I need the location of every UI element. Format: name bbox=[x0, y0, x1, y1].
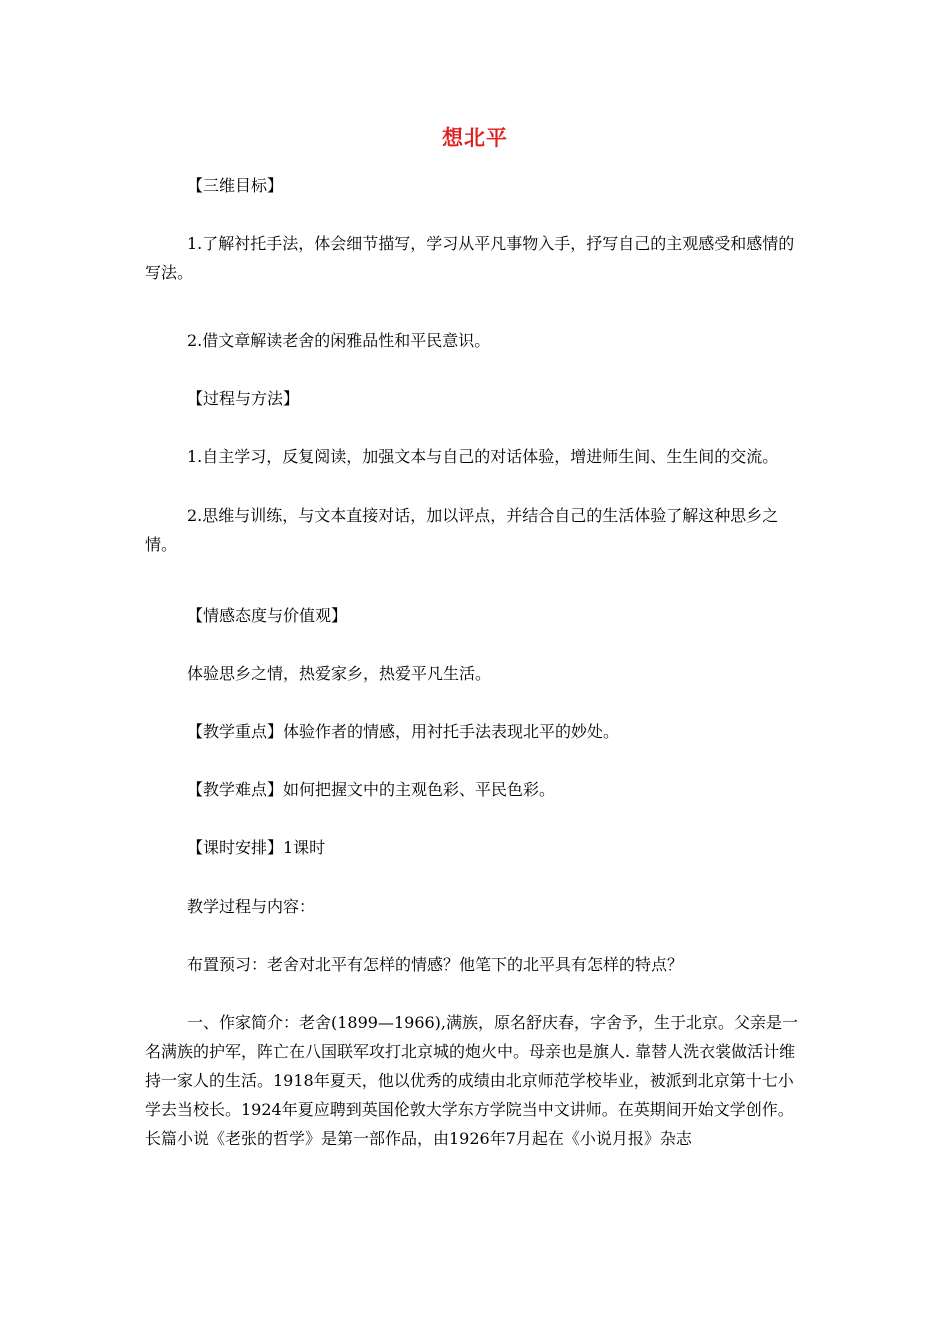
heading-process-and-methods: 【过程与方法】 bbox=[187, 389, 300, 408]
preview-assignment: 布置预习：老舍对北平有怎样的情感？他笔下的北平具有怎样的特点？ bbox=[187, 955, 684, 974]
emotion-text: 体验思乡之情，热爱家乡，热爱平凡生活。 bbox=[187, 664, 492, 683]
heading-emotion-attitude-values: 【情感态度与价值观】 bbox=[187, 606, 348, 625]
class-schedule: 【课时安排】1课时 bbox=[187, 838, 326, 857]
teaching-difficulty: 【教学难点】如何把握文中的主观色彩、平民色彩。 bbox=[187, 780, 556, 799]
goal-item-1: 1.了解衬托手法，体会细节描写，学习从平凡事物入手，抒写自己的主观感受和感情的写法。 bbox=[145, 234, 795, 282]
teaching-process-heading: 教学过程与内容： bbox=[187, 897, 316, 916]
author-introduction: 一、作家简介：老舍(1899—1966),满族，原名舒庆春，字舍予，生于北京。父亲是一名满族的护军，阵亡在八国联军攻打北京城的炮火中。母亲也是旗人. 靠替人洗衣裳做活计维持一家人的生活。1918年夏天，他以优秀的成绩由北京师范学校毕业，被派到北京第十七小学去当校长。1924年夏应聘到英国伦敦大学东方学院当中文讲师。在英期间开始文学创作。长篇小说《老张的哲学》是第一部作品，由1926年7月起在《小说月报》杂志 bbox=[145, 1013, 799, 1148]
method-item-2: 2.思维与训练，与文本直接对话，加以评点，并结合自己的生活体验了解这种思乡之情。 bbox=[145, 506, 779, 554]
goal-item-2: 2.借文章解读老舍的闲雅品性和平民意识。 bbox=[187, 331, 491, 350]
document-title: 想北平 bbox=[442, 126, 508, 150]
teaching-key-point: 【教学重点】体验作者的情感，用衬托手法表现北平的妙处。 bbox=[187, 722, 620, 741]
heading-three-dimensional-goals: 【三维目标】 bbox=[187, 176, 284, 195]
method-item-1: 1.自主学习，反复阅读，加强文本与自己的对话体验，增进师生间、生生间的交流。 bbox=[187, 447, 779, 466]
